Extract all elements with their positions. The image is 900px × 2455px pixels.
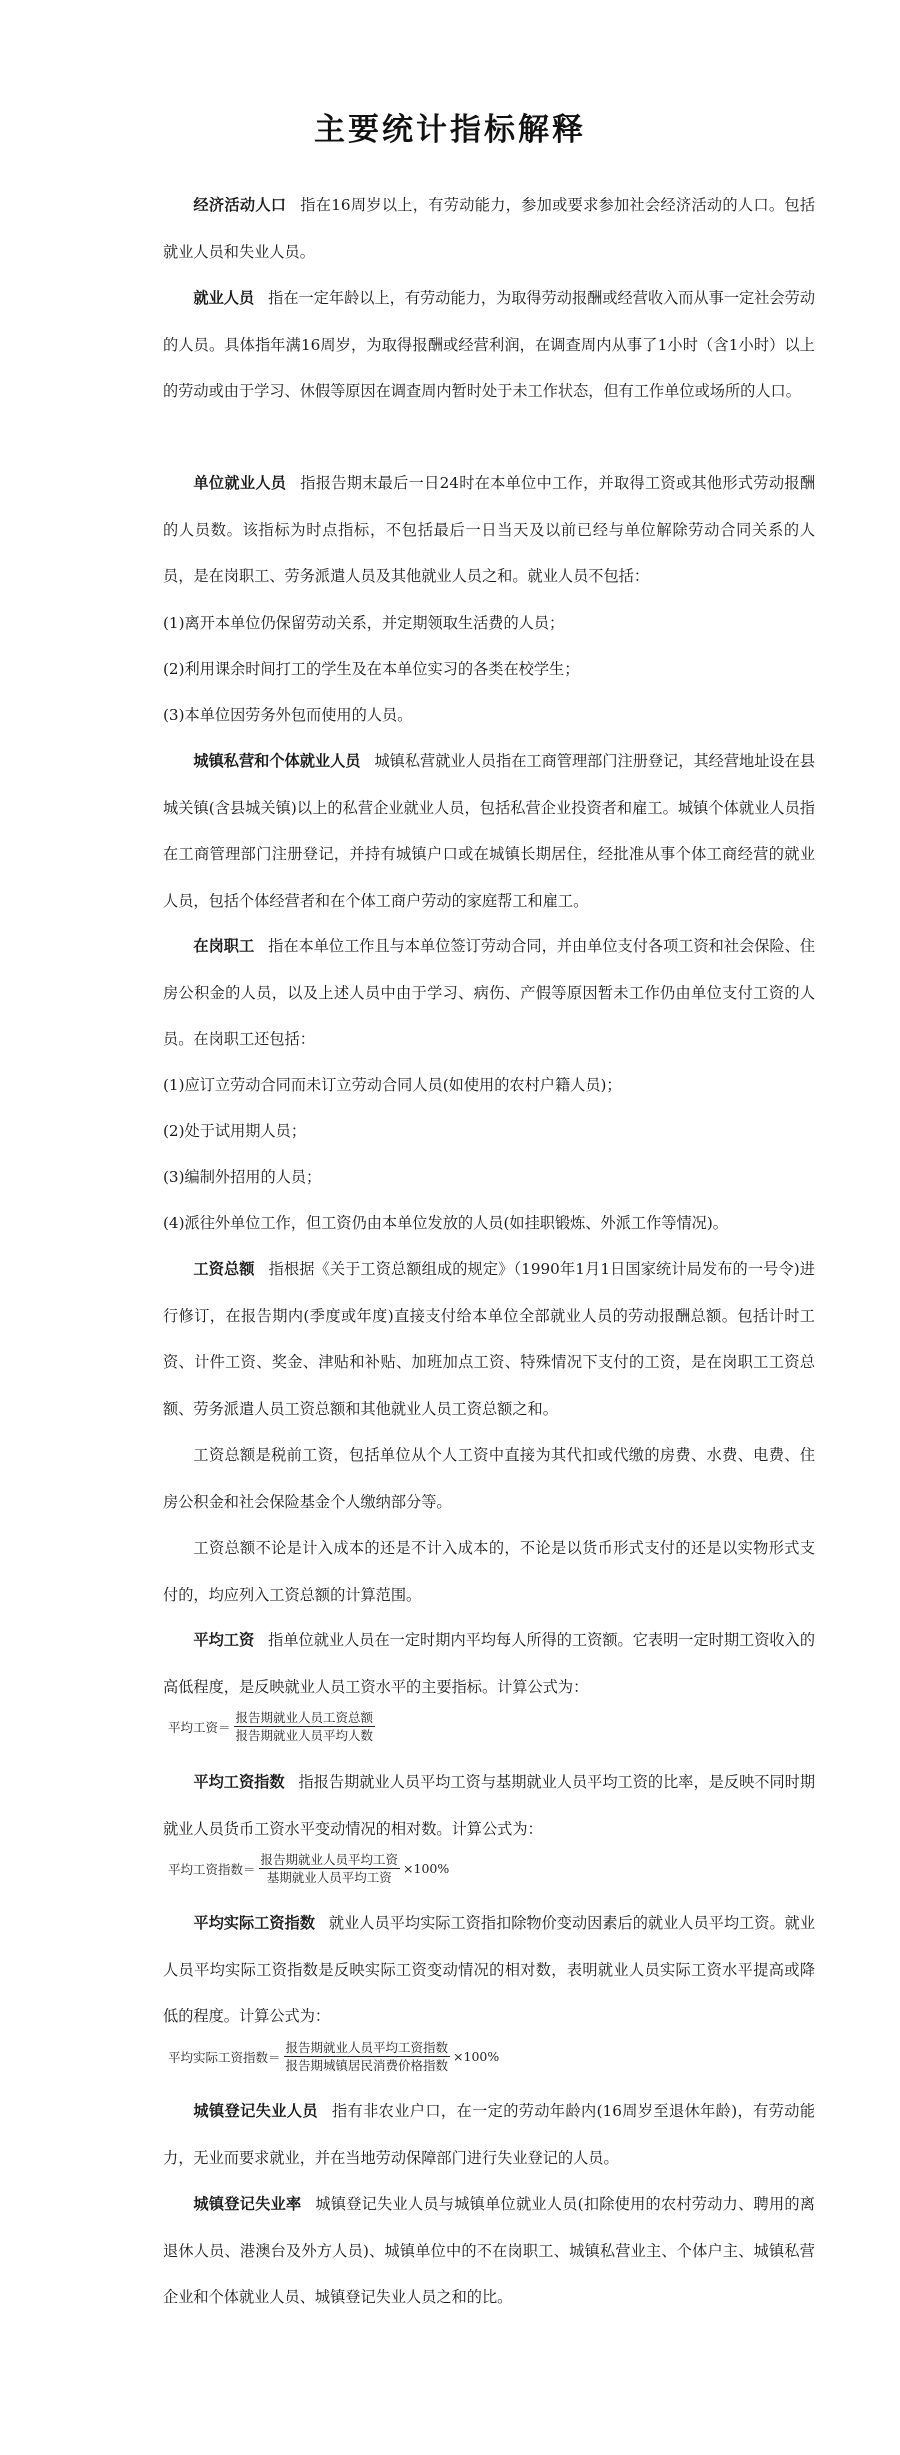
formula-fraction bbox=[284, 2040, 451, 2073]
definition-text: 指在本单位工作且与本单位签订劳动合同，并由单位支付各项工资和社会保险、住房公积金的人员，以及上述人员中由于学习、病伤、产假等原因暂未工作仍由单位支付工资的人员。在岗职工还包括： bbox=[163, 937, 816, 1048]
formula-numerator: 报告期就业人员平均工资指数 bbox=[285, 2040, 449, 2055]
formula-denominator: 基期就业人员平均工资 bbox=[266, 1870, 392, 1885]
term-label: 城镇登记失业人员 bbox=[193, 2102, 318, 2120]
formula-numerator: 报告期就业人员平均工资 bbox=[260, 1852, 399, 1867]
definition-private-individual-employed bbox=[163, 738, 815, 924]
definition-text: 指报告期末最后一日24时在本单位中工作，并取得工资或其他形式劳动报酬的人员数。该指标为时点指标，不包括最后一日当天及以前已经与单位解除劳动合同关系的人员，是在岗职工、劳务派遣人员及其他就业人员之和。就业人员不包括： bbox=[163, 474, 816, 585]
definition-text: 指报告期就业人员平均工资与基期就业人员平均工资的比率，是反映不同时期就业人员货币工资水平变动情况的相对数。计算公式为： bbox=[163, 1773, 816, 1838]
formula-suffix: ×100% bbox=[403, 1861, 450, 1876]
definition-text: 城镇登记失业人员与城镇单位就业人员(扣除使用的农村劳动力、聘用的离退休人员、港澳台及外方人员)、城镇单位中的不在岗职工、城镇私营业主、个体户主、城镇私营企业和个体就业人员、城镇登记失业人员之和的比。 bbox=[163, 2195, 815, 2306]
paragraph-wage-scope: 工资总额不论是计入成本的还是不计入成本的，不论是以货币形式支付的还是以实物形式支付的，均应列入工资总额的计算范围。 bbox=[163, 1539, 815, 1604]
definition-real-wage-index bbox=[163, 1900, 815, 2040]
definition-text: 就业人员平均实际工资指扣除物价变动因素后的就业人员平均工资。就业人员平均实际工资指数是反映实际工资变动情况的相对数，表明就业人员实际工资水平提高或降低的程度。计算公式为： bbox=[163, 1914, 816, 2025]
formula-denominator: 报告期就业人员平均人数 bbox=[235, 1728, 374, 1743]
formula-fraction bbox=[259, 1852, 401, 1885]
formula-lhs: 平均工资指数＝ bbox=[168, 1861, 256, 1877]
term-label: 城镇私营和个体就业人员 bbox=[193, 752, 361, 770]
definition-average-wage-index bbox=[163, 1759, 815, 1852]
term-label: 单位就业人员 bbox=[193, 474, 287, 492]
term-label: 平均工资指数 bbox=[193, 1773, 285, 1791]
page-title: 主要统计指标解释 bbox=[314, 112, 586, 148]
term-label: 在岗职工 bbox=[193, 937, 255, 955]
definition-text: 指在16周岁以上，有劳动能力，参加或要求参加社会经济活动的人口。包括就业人员和失业人员。 bbox=[163, 196, 816, 261]
formula-denominator: 报告期城镇居民消费价格指数 bbox=[285, 2058, 449, 2073]
term-label: 城镇登记失业率 bbox=[193, 2195, 302, 2213]
definition-employed-persons bbox=[163, 275, 815, 415]
formula-average-wage-index bbox=[168, 1852, 449, 1885]
term-label: 就业人员 bbox=[193, 289, 255, 307]
term-label: 工资总额 bbox=[193, 1260, 255, 1278]
formula-lhs: 平均实际工资指数＝ bbox=[168, 2049, 281, 2065]
formula-average-wage bbox=[168, 1710, 378, 1743]
definition-average-wage bbox=[163, 1617, 815, 1710]
formula-suffix: ×100% bbox=[453, 2049, 500, 2064]
definition-text: 指在一定年龄以上，有劳动能力，为取得劳动报酬或经营收入而从事一定社会劳动的人员。具体指年满16周岁，为取得报酬或经营利润，在调查周内从事了1小时（含1小时）以上的劳动或由于学习、休假等原因在调查周内暂时处于未工作状态，但有工作单位或场所的人口。 bbox=[163, 289, 816, 400]
term-label: 平均实际工资指数 bbox=[193, 1914, 315, 1932]
definition-text: 城镇私营就业人员指在工商管理部门注册登记，其经营地址设在县城关镇(含县城关镇)以上的私营企业就业人员，包括私营企业投资者和雇工。城镇个体就业人员指在工商管理部门注册登记，并持有城镇户口或在城镇长期居住，经批准从事个体工商经营的就业人员，包括个体经营者和在个体工商户劳动的家庭帮工和雇工。 bbox=[163, 752, 816, 910]
formula-numerator: 报告期就业人员工资总额 bbox=[235, 1710, 374, 1725]
list-item: (2)处于试用期人员； bbox=[163, 1122, 307, 1140]
definition-economically-active-population bbox=[163, 182, 815, 275]
definition-unit-employed bbox=[163, 460, 815, 600]
definition-registered-unemployed bbox=[163, 2088, 815, 2181]
list-item: (1)离开本单位仍保留劳动关系，并定期领取生活费的人员； bbox=[163, 614, 565, 632]
formula-lhs: 平均工资＝ bbox=[168, 1719, 231, 1735]
paragraph-wage-pretax: 工资总额是税前工资，包括单位从个人工资中直接为其代扣或代缴的房费、水费、电费、住房公积金和社会保险基金个人缴纳部分等。 bbox=[163, 1446, 815, 1511]
list-item: (1)应订立劳动合同而未订立劳动合同人员(如使用的农村户籍人员)； bbox=[163, 1076, 622, 1094]
definition-total-wages bbox=[163, 1246, 815, 1432]
term-label: 经济活动人口 bbox=[193, 196, 287, 214]
list-item: (4)派往外单位工作，但工资仍由本单位发放的人员(如挂职锻炼、外派工作等情况)。 bbox=[163, 1214, 728, 1232]
definition-text: 指根据《关于工资总额组成的规定》（1990年1月1日国家统计局发布的一号令)进行修订，在报告期内(季度或年度)直接支付给本单位全部就业人员的劳动报酬总额。包括计时工资、计件工资、奖金、津贴和补贴、加班加点工资、特殊情况下支付的工资，是在岗职工工资总额、劳务派遣人员工资总额和其他就业人员工资总额之和。 bbox=[163, 1260, 815, 1418]
term-label: 平均工资 bbox=[193, 1631, 255, 1649]
list-item: (3)编制外招用的人员； bbox=[163, 1168, 322, 1186]
definition-registered-unemployment-rate bbox=[163, 2181, 815, 2321]
definition-on-post-staff bbox=[163, 923, 815, 1063]
formula-real-wage-index bbox=[168, 2040, 499, 2073]
definition-text: 指有非农业户口，在一定的劳动年龄内(16周岁至退休年龄)，有劳动能力，无业而要求就业，并在当地劳动保障部门进行失业登记的人员。 bbox=[163, 2102, 816, 2167]
list-item: (2)利用课余时间打工的学生及在本单位实习的各类在校学生； bbox=[163, 660, 580, 678]
definition-text: 指单位就业人员在一定时期内平均每人所得的工资额。它表明一定时期工资收入的高低程度，是反映就业人员工资水平的主要指标。计算公式为： bbox=[163, 1631, 816, 1696]
formula-fraction bbox=[234, 1710, 376, 1743]
list-item: (3)本单位因劳务外包而使用的人员。 bbox=[163, 706, 413, 724]
